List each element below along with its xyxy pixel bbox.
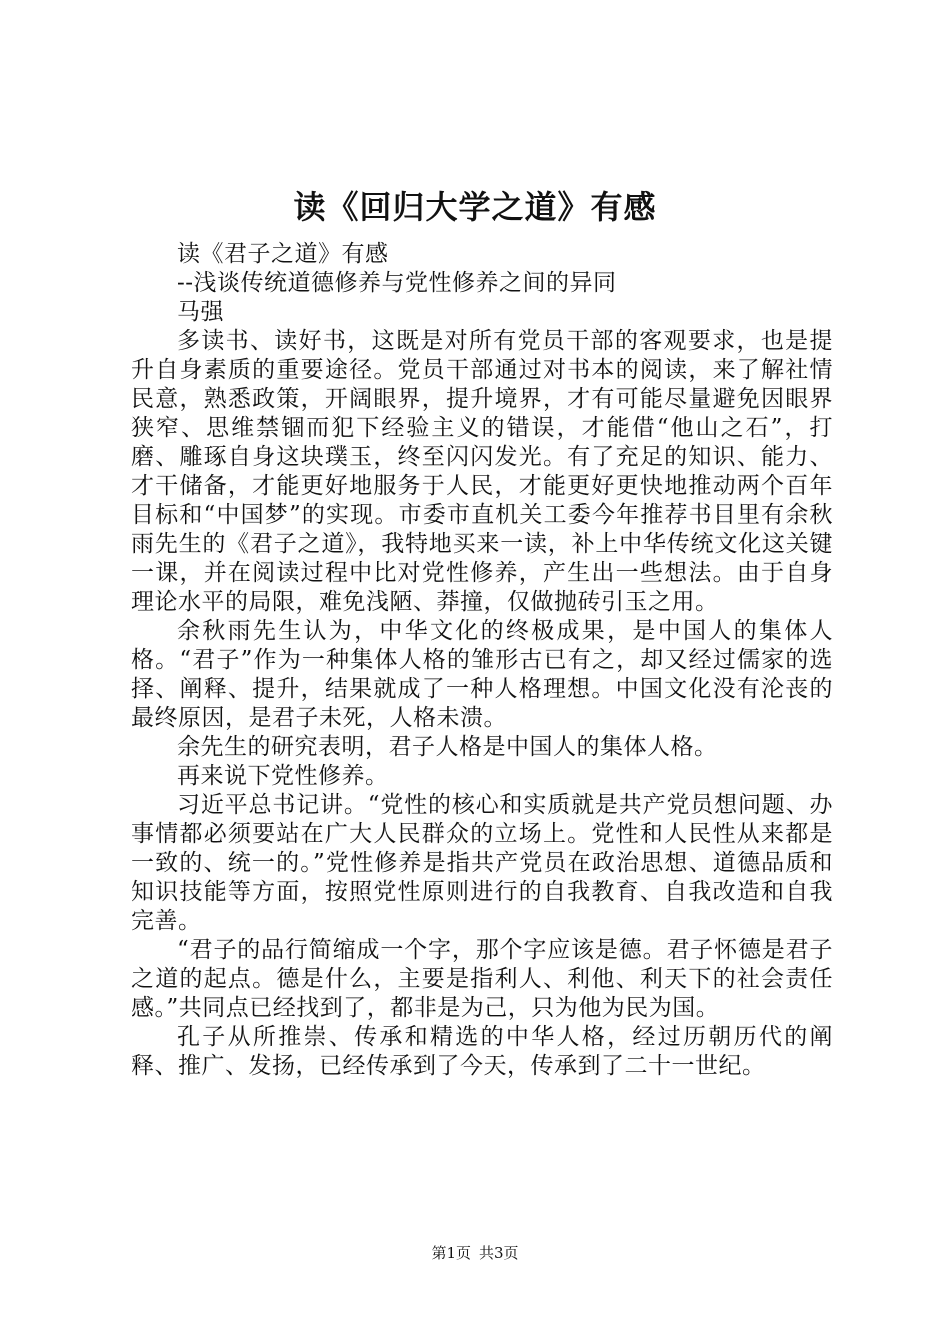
document-title: 读《回归大学之道》有感	[293, 188, 657, 226]
paragraph: 习近平总书记讲。“党性的核心和实质就是共产党员想问题、办事情都必须要站在广大人民群众的立场上。党性和人民性从来都是一致的、统一的。”党性修养是指共产党员在政治思想、道德品质和知识技能等方面，按照党性原则进行的自我教育、自我改造和自我完善。	[131, 792, 833, 934]
page-number: 第1页	[431, 1244, 471, 1262]
author: 马强	[177, 299, 224, 325]
document-body	[131, 240, 833, 1081]
paragraph: 孔子从所推崇、传承和精选的中华人格，经过历朝历代的阐释、推广、发扬，已经传承到了今天，传承到了二十一世纪。	[131, 1024, 833, 1079]
paragraph: 再来说下党性修养。	[177, 763, 389, 789]
paragraph: 余先生的研究表明，君子人格是中国人的集体人格。	[177, 734, 718, 760]
subtitle-secondary: --浅谈传统道德修养与党性修养之间的异同	[177, 270, 617, 296]
paragraph: “君子的品行简缩成一个字，那个字应该是德。君子怀德是君子之道的起点。德是什么，主要是指利人、利他、利天下的社会责任感。”共同点已经找到了，都非是为己，只为他为民为国。	[131, 937, 833, 1021]
paragraph: 多读书、读好书，这既是对所有党员干部的客观要求，也是提升自身素质的重要途径。党员干部通过对书本的阅读，来了解社情民意，熟悉政策，开阔眼界，提升境界，才有可能尽量避免因眼界狭窄、思维禁锢而犯下经验主义的错误，才能借“他山之石”，打磨、雕琢自身这块璞玉，终至闪闪发光。有了充足的知识、能力、才干储备，才能更好地服务于人民，才能更好更快地推动两个百年目标和“中国梦”的实现。市委市直机关工委今年推荐书目里有余秋雨先生的《君子之道》，我特地买来一读，补上中华传统文化这关键一课，并在阅读过程中比对党性修养，产生出一些想法。由于自身理论水平的局限，难免浅陋、莽撞，仅做抛砖引玉之用。	[131, 328, 833, 615]
subtitle: 读《君子之道》有感	[177, 241, 389, 267]
page-footer	[0, 1243, 950, 1263]
page-total: 共3页	[479, 1244, 519, 1262]
paragraph: 余秋雨先生认为，中华文化的终极成果，是中国人的集体人格。“君子”作为一种集体人格的雏形古已有之，却又经过儒家的选择、阐释、提升，结果就成了一种人格理想。中国文化没有沦丧的最终原因，是君子未死，人格未溃。	[131, 618, 833, 731]
